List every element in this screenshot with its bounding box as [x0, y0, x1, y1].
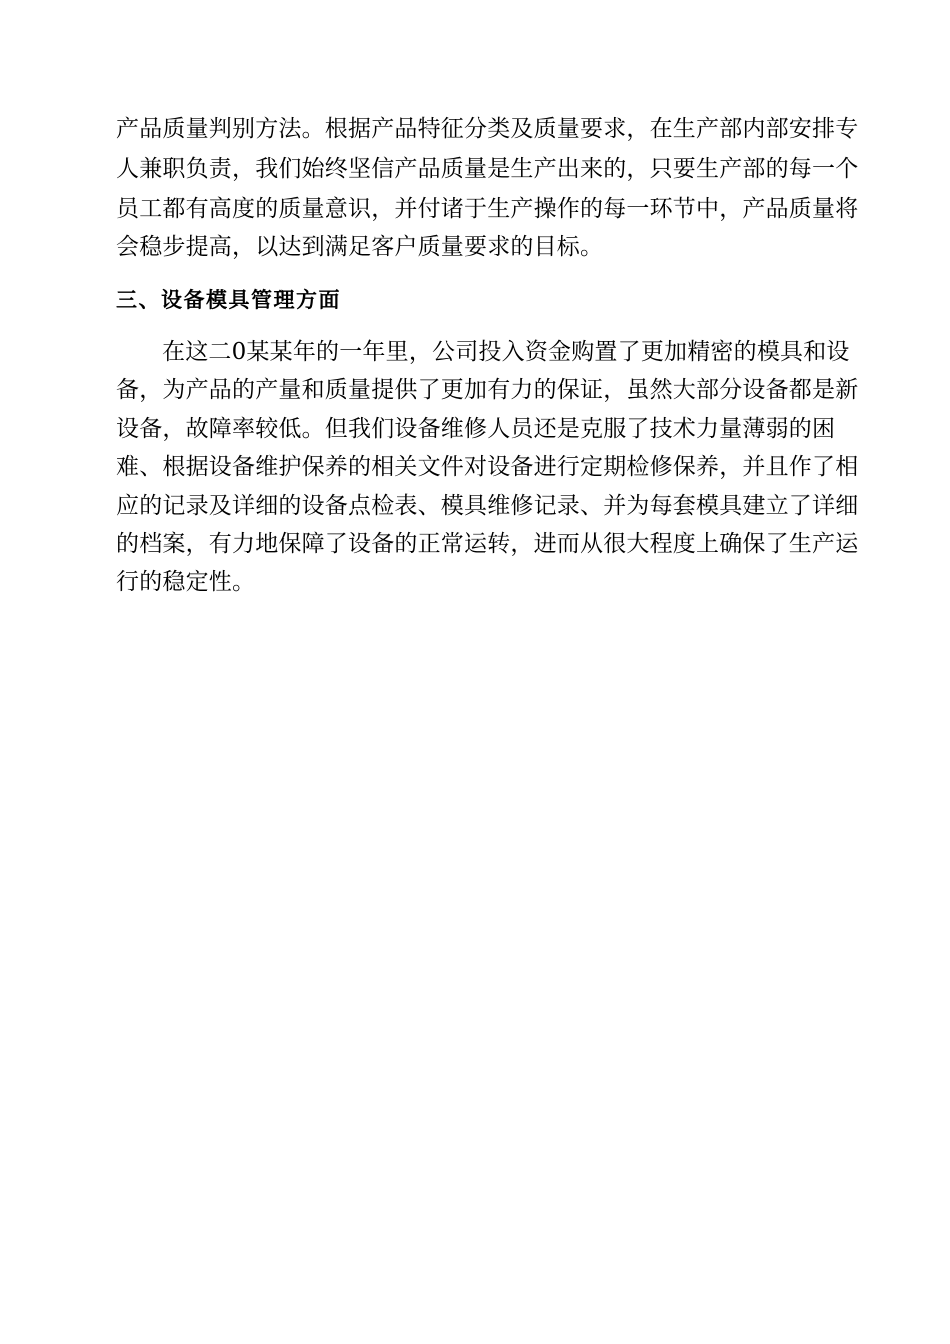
section-3-line-4: 难、根据设备维护保养的相关文件对设备进行定期检修保养，并且作了相	[116, 454, 859, 480]
section-3-line-5: 应的记录及详细的设备点检表、模具维修记录、并为每套模具建立了详细	[116, 493, 859, 519]
section-3-heading: 三、设备模具管理方面	[116, 288, 341, 312]
paragraph-1-line-2: 人兼职负责，我们始终坚信产品质量是生产出来的，只要生产部的每一个	[116, 156, 859, 182]
paragraph-1-line-4: 会稳步提高，以达到满足客户质量要求的目标。	[116, 234, 604, 260]
section-3-line-2: 备，为产品的产量和质量提供了更加有力的保证，虽然大部分设备都是新	[116, 377, 859, 403]
paragraph-1-line-3: 员工都有高度的质量意识，并付诸于生产操作的每一环节中，产品质量将	[116, 196, 859, 222]
paragraph-1-line-1: 产品质量判别方法。根据产品特征分类及质量要求，在生产部内部安排专	[116, 116, 859, 142]
section-3-line-1: 在这二0某某年的一年里，公司投入资金购置了更加精密的模具和设	[162, 339, 850, 365]
section-3-line-7: 行的稳定性。	[116, 569, 256, 595]
section-3-line-3: 设备，故障率较低。但我们设备维修人员还是克服了技术力量薄弱的困	[116, 416, 836, 442]
section-3-line-6: 的档案，有力地保障了设备的正常运转，进而从很大程度上确保了生产运	[116, 531, 859, 557]
